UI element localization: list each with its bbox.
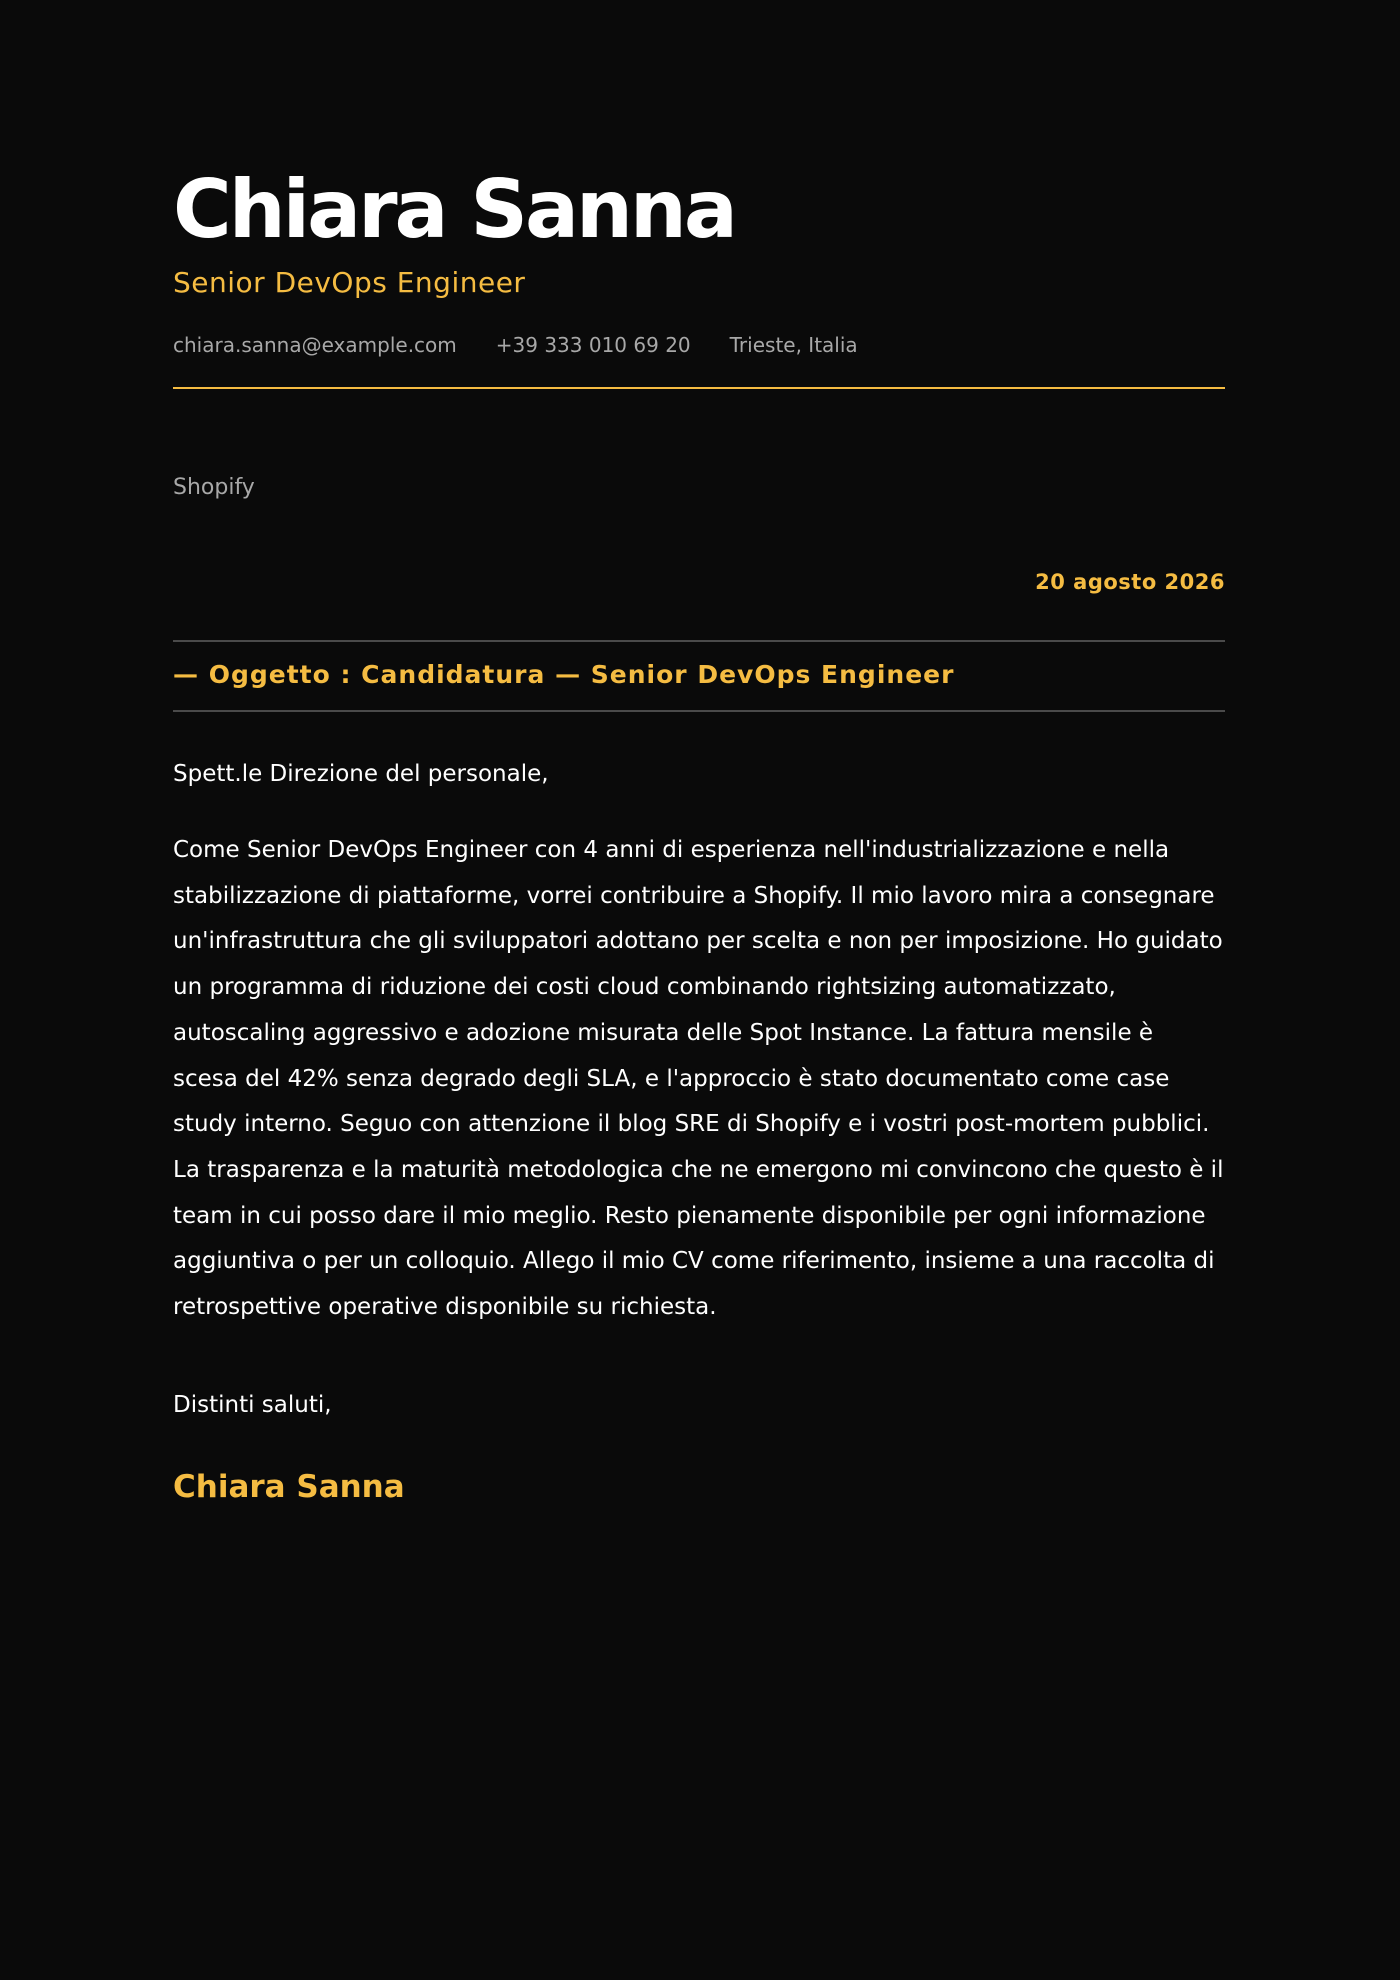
applicant-role: Senior DevOps Engineer — [173, 266, 526, 299]
contact-phone[interactable]: +39 333 010 69 20 — [495, 333, 691, 357]
contact-location: Trieste, Italia — [729, 333, 858, 357]
letter-date: 20 agosto 2026 — [1035, 570, 1225, 594]
letter-signature: Chiara Sanna — [173, 1469, 405, 1505]
letter-salutation: Spett.le Direzione del personale, — [173, 761, 549, 787]
applicant-name: Chiara Sanna — [173, 163, 735, 256]
letter-closing: Distinti saluti, — [173, 1392, 332, 1418]
subject-divider-bottom — [173, 710, 1225, 712]
letter-subject: — Oggetto : Candidatura — Senior DevOps Engineer — [173, 660, 955, 689]
header-divider — [173, 387, 1225, 389]
contact-email[interactable]: chiara.sanna@example.com — [173, 333, 457, 357]
contact-info — [173, 330, 897, 360]
letter-body: Come Senior DevOps Engineer con 4 anni di esperienza nell'industrializzazione e nella stabilizzazione di piattaforme, vorrei contribuire a Shopify. Il mio lavoro mira a consegnare un'infrastruttura che gli sviluppatori adottano per scelta e non per imposizione. Ho guidato un programma di riduzione dei costi cloud combinando rightsizing automatizzato, autoscaling aggressivo e adozione misurata delle Spot Instance. La fattura mensile è scesa del 42% senza degrado degli SLA, e l'approccio è stato documentato come case study interno. Seguo con attenzione il blog SRE di Shopify e i vostri post-mortem pubblici. La trasparenza e la maturità metodologica che ne emergono mi convincono che questo è il team in cui posso dare il mio meglio. Resto pienamente disponibile per ogni informazione aggiuntiva o per un colloquio. Allego il mio CV come riferimento, insieme a una raccolta di retrospettive operative disponibile su richiesta. — [173, 837, 1224, 1321]
subject-divider-top — [173, 640, 1225, 642]
recipient-company: Shopify — [173, 475, 255, 500]
